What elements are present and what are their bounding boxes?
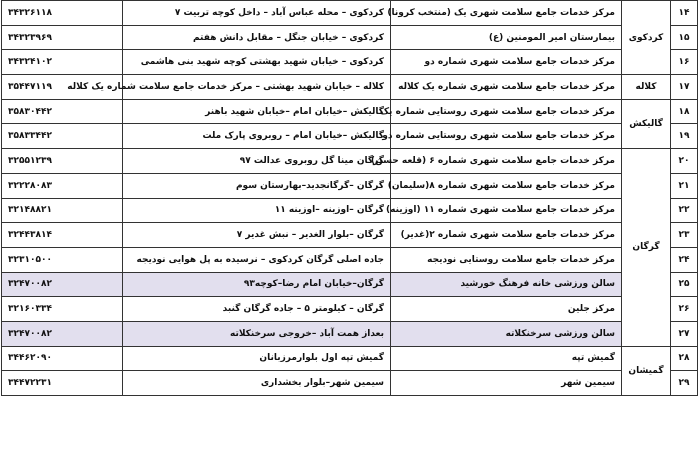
address-cell: کلاله – خیابان شهید بهشتی – مرکز خدمات جامع سلامت شماره یک کلاله [123,75,391,100]
phone-cell: ۳۲۴۷۰۰۸۲ [2,272,123,297]
phone-cell: ۳۲۴۷۰۰۸۲ [2,321,123,346]
row-number-cell: ۲۵ [671,272,698,297]
phone-cell: ۳۲۵۵۱۲۳۹ [2,149,123,174]
table-row [2,99,698,124]
row-number-cell: ۲۷ [671,321,698,346]
table-row [2,1,698,26]
phone-cell: ۳۲۴۴۳۸۱۴ [2,223,123,248]
row-number-cell: ۱۷ [671,75,698,100]
address-cell: کردکوی – خیابان شهید بهشتی کوچه شهید بنی هاشمی [123,50,391,75]
row-number-cell: ۲۹ [671,371,698,396]
table-row [2,173,698,198]
table-row [2,198,698,223]
table-row [2,297,698,322]
address-cell: گرگان – کیلومتر ۵ – جاده گرگان گنبد [123,297,391,322]
county-cell: گالیکش [622,99,671,148]
row-number-cell: ۱۴ [671,1,698,26]
center-name-cell: گمیش تپه [391,346,622,371]
phone-cell: ۳۵۸۳۳۴۴۲ [2,124,123,149]
table-row [2,50,698,75]
center-name-cell: مرکز خدمات جامع سلامت شهری یک (منتخب کرونا) [391,1,622,26]
row-number-cell: ۲۰ [671,149,698,174]
row-number-cell: ۲۶ [671,297,698,322]
row-number-cell: ۲۸ [671,346,698,371]
center-name-cell: مرکز جلین [391,297,622,322]
phone-cell: ۳۴۳۲۳۹۶۹ [2,25,123,50]
table-row [2,321,698,346]
row-number-cell: ۱۸ [671,99,698,124]
table-body [2,1,698,396]
address-cell: گرگان –بلوار الغدیر – نبش غدیر ۷ [123,223,391,248]
table-row [2,75,698,100]
address-cell: گرگان –اوزینه –اوزینه ۱۱ [123,198,391,223]
row-number-cell: ۱۹ [671,124,698,149]
center-name-cell: سالن ورزشی سرخنکلاته [391,321,622,346]
table-row [2,247,698,272]
table-row [2,272,698,297]
phone-cell: ۳۲۱۶۰۳۳۴ [2,297,123,322]
row-number-cell: ۲۱ [671,173,698,198]
row-number-cell: ۱۶ [671,50,698,75]
table-row [2,346,698,371]
health-centers-table [1,0,698,396]
row-number-cell: ۲۴ [671,247,698,272]
phone-cell: ۳۴۴۶۲۰۹۰ [2,346,123,371]
row-number-cell: ۱۵ [671,25,698,50]
phone-cell: ۳۵۴۴۷۱۱۹ [2,75,123,100]
address-cell: گرگان–خیابان امام رضا–کوچه۹۳ [123,272,391,297]
row-number-cell: ۲۲ [671,198,698,223]
phone-cell: ۳۴۳۲۶۱۱۸ [2,1,123,26]
address-cell: جاده اصلی گرگان کردکوی – نرسیده به پل هوایی نودیجه [123,247,391,272]
table-row [2,371,698,396]
center-name-cell: سیمین شهر [391,371,622,396]
table-row [2,124,698,149]
phone-cell: ۳۲۱۴۸۸۲۱ [2,198,123,223]
address-cell: گرگان –گرگانجدید–بهارستان سوم [123,173,391,198]
phone-cell: ۳۲۳۱۰۵۰۰ [2,247,123,272]
center-name-cell: مرکز خدمات جامع سلامت شهری شماره دو [391,50,622,75]
table-row [2,223,698,248]
county-cell: گرگان [622,149,671,347]
address-cell: سیمین شهر–بلوار بخشداری [123,371,391,396]
phone-cell: ۳۴۴۷۲۲۳۱ [2,371,123,396]
center-name-cell: مرکز خدمات جامع سلامت شهری روستایی شماره یک [391,99,622,124]
address-cell: کردکوی – محله عباس آباد – داخل کوچه تربیت ۷ [123,1,391,26]
phone-cell: ۳۴۳۲۴۱۰۲ [2,50,123,75]
center-name-cell: مرکز خدمات جامع سلامت روستایی نودیجه [391,247,622,272]
table-row [2,149,698,174]
table-row [2,25,698,50]
center-name-cell: سالن ورزشی خانه فرهنگ خورشید [391,272,622,297]
center-name-cell: مرکز خدمات جامع سلامت شهری شماره ۱۱ (اوزینه) [391,198,622,223]
center-name-cell: بیمارستان امیر المومنین (ع) [391,25,622,50]
center-name-cell: مرکز خدمات جامع سلامت شهری شماره ۲(غدیر) [391,223,622,248]
county-cell: کلاله [622,75,671,100]
address-cell: کردکوی – خیابان جنگل – مقابل دانش هفتم [123,25,391,50]
address-cell: بعداز همت آباد –خروجی سرخنکلاته [123,321,391,346]
county-cell: کردکوی [622,1,671,75]
center-name-cell: مرکز خدمات جامع سلامت شهری شماره ۶ (قلعه حسن) [391,149,622,174]
address-cell: گمیش تپه اول بلوارمرزبانان [123,346,391,371]
phone-cell: ۳۲۲۲۸۰۸۳ [2,173,123,198]
row-number-cell: ۲۳ [671,223,698,248]
center-name-cell: مرکز خدمات جامع سلامت شهری شماره یک کلاله [391,75,622,100]
address-cell: گالیکش –خیابان امام –خیابان شهید باهنر [123,99,391,124]
center-name-cell: مرکز خدمات جامع سلامت شهری شماره ۸(سلیمان) [391,173,622,198]
county-cell: گمیشان [622,346,671,395]
center-name-cell: مرکز خدمات جامع سلامت شهری روستایی شماره دو [391,124,622,149]
phone-cell: ۳۵۸۳۰۴۴۲ [2,99,123,124]
address-cell: گالیکش –خیابان امام – روبروی پارک ملت [123,124,391,149]
address-cell: گرگان مینا گل روبروی عدالت ۹۷ [123,149,391,174]
